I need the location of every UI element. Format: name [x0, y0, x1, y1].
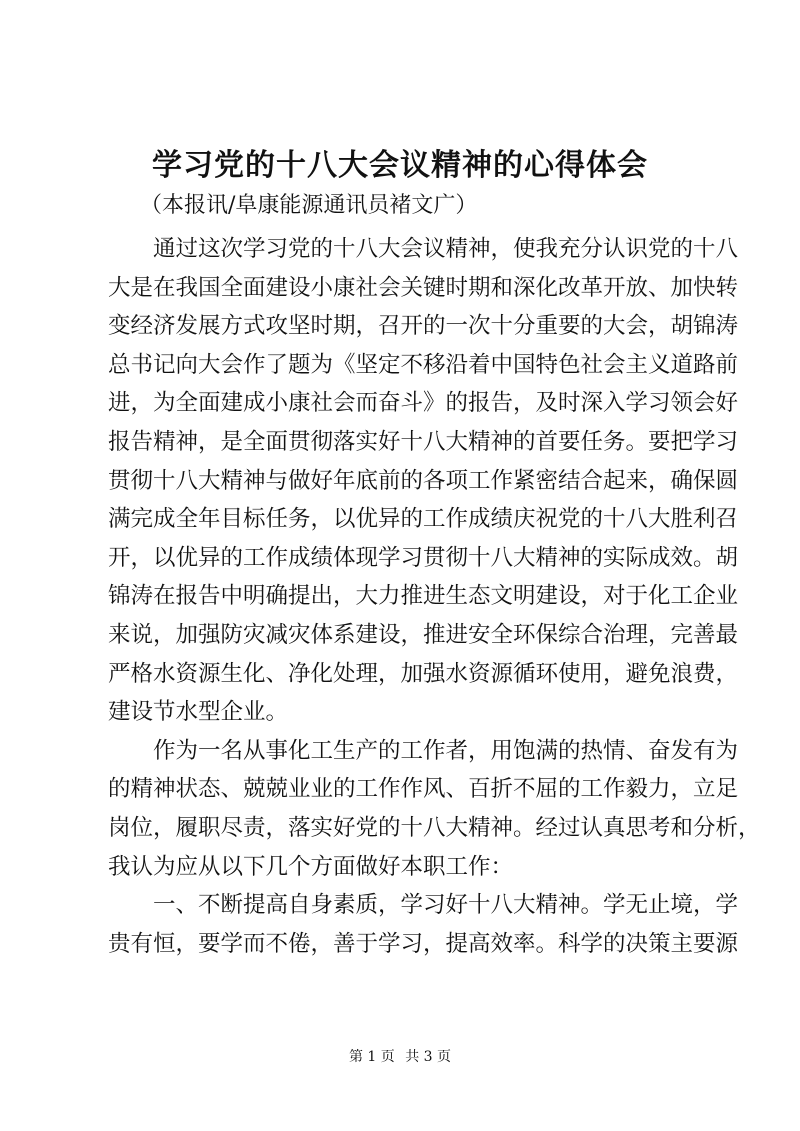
paragraph-1-line: 总书记向大会作了题为《坚定不移沿着中国特色社会主义道路前 — [108, 351, 739, 378]
paragraph-1-line: 通过这次学习党的十八大会议精神，使我充分认识党的十八 — [153, 236, 739, 262]
paragraph-1-line: 锦涛在报告中明确提出，大力推进生态文明建设，对于化工企业 — [108, 583, 739, 610]
paragraph-1-line: 大是在我国全面建设小康社会关键时期和深化改革开放、加快转 — [108, 274, 739, 301]
paragraph-3-line: 贵有恒，要学而不倦，善于学习，提高效率。科学的决策主要源 — [108, 930, 739, 957]
page-footer — [0, 1046, 800, 1066]
paragraph-1-line: 进，为全面建成小康社会而奋斗》的报告，及时深入学习领会好 — [108, 390, 739, 417]
paragraph-1-line: 满完成全年目标任务，以优异的工作成绩庆祝党的十八大胜利召 — [108, 506, 739, 533]
paragraph-1-line: 报告精神，是全面贯彻落实好十八大精神的首要任务。要把学习 — [108, 428, 739, 455]
document-title: 学习党的十八大会议精神的心得体会 — [152, 148, 648, 183]
paragraph-1-line: 严格水资源生化、净化处理，加强水资源循环使用，避免浪费， — [108, 660, 739, 687]
paragraph-2-line: 岗位，履职尽责，落实好党的十八大精神。经过认真思考和分析， — [108, 814, 761, 841]
paragraph-1-line: 来说，加强防灾减灾体系建设，推进安全环保综合治理，完善最 — [108, 621, 739, 648]
paragraph-2-line: 的精神状态、兢兢业业的工作作风、百折不屈的工作毅力，立足 — [108, 776, 739, 803]
paragraph-2-line: 作为一名从事化工生产的工作者，用饱满的热情、奋发有为 — [153, 737, 739, 764]
paragraph-1-line: 建设节水型企业。 — [108, 699, 289, 726]
document-body — [108, 230, 761, 963]
paragraph-1-line: 贯彻十八大精神与做好年底前的各项工作紧密结合起来，确保圆 — [108, 467, 739, 494]
byline: （本报讯/阜康能源通讯员褚文广） — [140, 193, 478, 218]
paragraph-2-line: 我认为应从以下几个方面做好本职工作： — [108, 853, 514, 880]
page-number: 第 1 页 — [348, 1049, 395, 1065]
paragraph-3-line: 一、不断提高自身素质，学习好十八大精神。学无止境，学 — [153, 892, 739, 919]
paragraph-1-line: 变经济发展方式攻坚时期，召开的一次十分重要的大会，胡锦涛 — [108, 313, 739, 340]
paragraph-1-line: 开，以优异的工作成绩体现学习贯彻十八大精神的实际成效。胡 — [108, 544, 739, 571]
page-total: 共 3 页 — [405, 1049, 452, 1065]
